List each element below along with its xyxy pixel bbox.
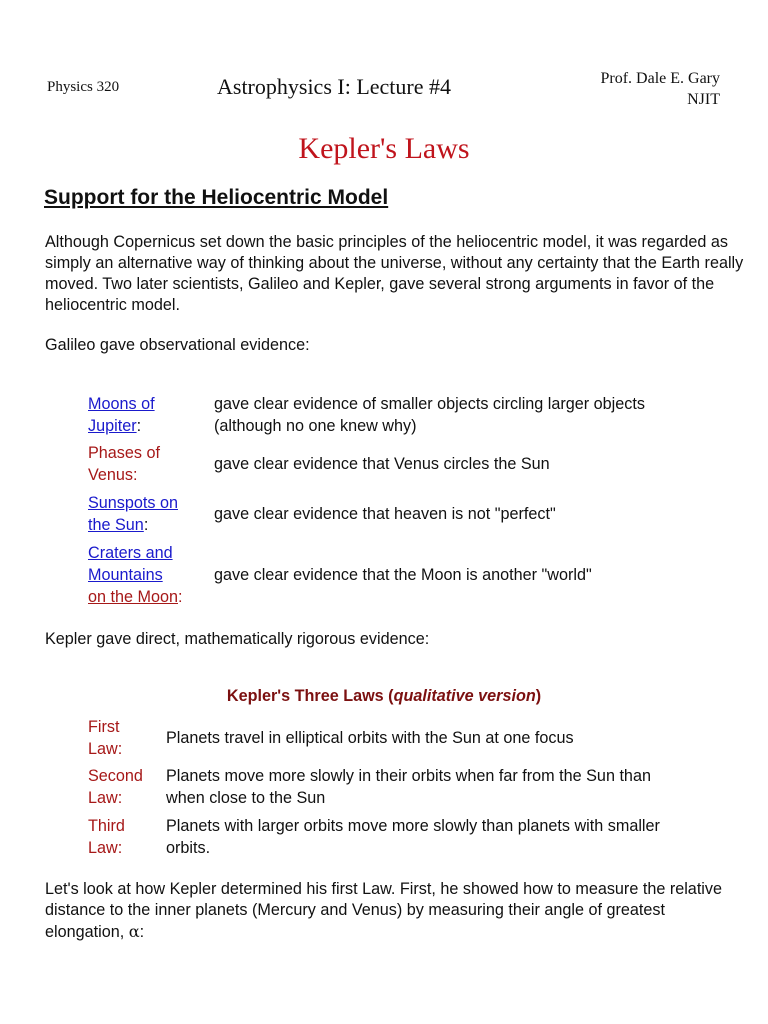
laws-table-title <box>0 687 768 706</box>
author-block <box>600 68 720 110</box>
page-title: Kepler's Laws <box>298 132 470 165</box>
evidence-label-craters[interactable] <box>88 542 208 608</box>
sunspots-link-line2[interactable]: the Sun <box>88 516 144 534</box>
closing-end: : <box>139 923 145 941</box>
galileo-intro: Galileo gave observational evidence: <box>45 336 310 354</box>
evidence-desc-sunspots: gave clear evidence that heaven is not "perfect" <box>214 505 556 523</box>
craters-link-line3[interactable]: on the Moon <box>88 588 178 606</box>
prof-school: NJIT <box>687 91 720 108</box>
sunspots-link[interactable]: Sunspots on <box>88 494 178 512</box>
law-label-line1: Second <box>88 767 143 785</box>
laws-title-qualifier: qualitative version <box>393 687 536 705</box>
law-label-line1: First <box>88 718 120 736</box>
law-label-line2: Law: <box>88 839 123 857</box>
laws-title-prefix: Kepler's Three Laws ( <box>226 687 394 705</box>
section-heading: Support for the Heliocentric Model <box>44 186 389 209</box>
kepler-intro: Kepler gave direct, mathematically rigorous evidence: <box>45 630 430 648</box>
evidence-label-jupiter[interactable] <box>88 393 208 437</box>
craters-link-line2[interactable]: Mountains <box>88 566 163 584</box>
evidence-label-venus <box>88 442 208 486</box>
venus-label-line1: Phases of <box>88 444 160 462</box>
law-label-first <box>88 716 164 760</box>
law-label-line2: Law: <box>88 740 123 758</box>
evidence-label-sunspots[interactable] <box>88 492 208 536</box>
moons-of-jupiter-link[interactable]: Moons of <box>88 395 155 413</box>
law-label-line2: Law: <box>88 789 123 807</box>
law-desc-second: Planets move more slowly in their orbits when far from the Sun than when close to the Sun <box>166 767 651 807</box>
label-suffix: : <box>178 588 183 606</box>
law-label-line1: Third <box>88 817 125 835</box>
law-label-second <box>88 765 164 809</box>
moons-of-jupiter-link-line2[interactable]: Jupiter <box>88 417 137 435</box>
law-desc-first: Planets travel in elliptical orbits with the Sun at one focus <box>166 729 574 747</box>
venus-label-line2: Venus: <box>88 466 138 484</box>
closing-paragraph <box>45 879 745 943</box>
closing-text: Let's look at how Kepler determined his first Law. First, he showed how to measure the relative distance to the inner planets (Mercury and Venus) by measuring their angle of greatest elongation, <box>45 880 723 941</box>
evidence-desc-venus: gave clear evidence that Venus circles the Sun <box>214 455 550 473</box>
law-desc-third: Planets with larger orbits move more slowly than planets with smaller orbits. <box>166 817 660 857</box>
label-suffix: : <box>143 516 149 534</box>
label-suffix: : <box>136 417 142 435</box>
evidence-desc-jupiter: gave clear evidence of smaller objects circling larger objects (although no one knew why) <box>214 395 645 435</box>
course-label: Physics 320 <box>47 79 120 95</box>
lecture-title: Astrophysics I: Lecture #4 <box>217 74 451 99</box>
evidence-desc-craters: gave clear evidence that the Moon is another "world" <box>214 566 592 584</box>
craters-link[interactable]: Craters and <box>88 544 173 562</box>
laws-title-suffix: ) <box>535 687 542 705</box>
alpha-symbol: α <box>128 922 140 941</box>
intro-paragraph: Although Copernicus set down the basic principles of the heliocentric model, it was regarded as simply an alternative way of thinking about the universe, without any certainty that the Earth really moved. Two later scientists, Galileo and Kepler, gave several strong arguments in favor of the heliocentric model. <box>45 233 744 314</box>
prof-name: Prof. Dale E. Gary <box>600 70 720 87</box>
law-label-third <box>88 815 164 859</box>
